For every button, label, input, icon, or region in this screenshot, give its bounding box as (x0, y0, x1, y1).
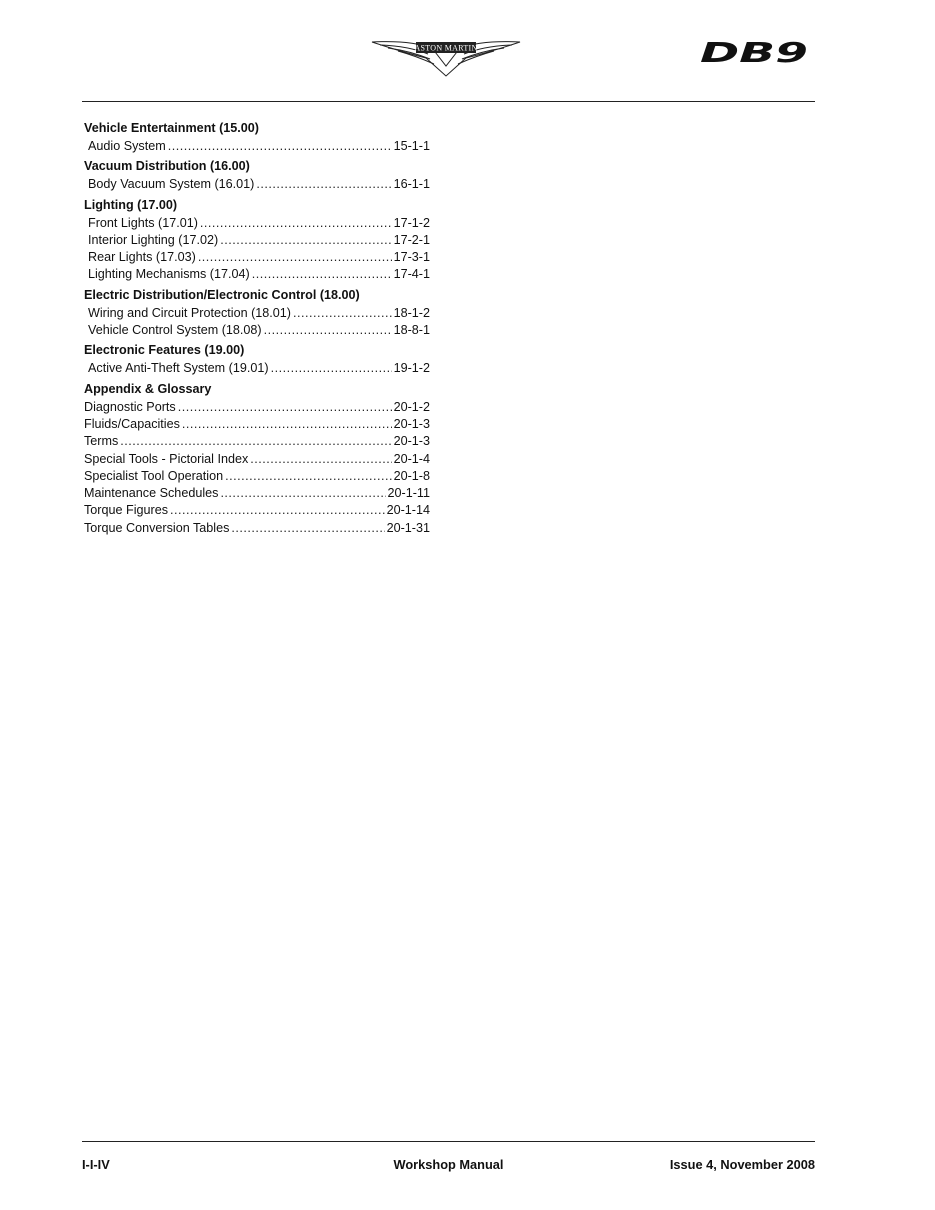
dot-leader (120, 433, 391, 450)
logo-text: ASTON MARTIN (414, 43, 478, 53)
dot-leader (252, 266, 392, 283)
footer-manual-title: Workshop Manual (393, 1157, 504, 1172)
dot-leader (293, 305, 392, 322)
toc-entry-label: Special Tools - Pictorial Index (84, 451, 249, 466)
table-of-contents (84, 117, 430, 537)
toc-entry[interactable] (84, 502, 430, 519)
footer-issue: Issue 4, November 2008 (669, 1157, 815, 1172)
aston-martin-wings-logo (370, 36, 522, 80)
footer-page-id: I-I-IV (82, 1157, 110, 1172)
toc-entry-label: Front Lights (17.01) (88, 215, 198, 230)
toc-entry-label: Interior Lighting (17.02) (88, 232, 219, 247)
dot-leader (200, 215, 392, 232)
toc-entry-list (84, 138, 430, 155)
toc-entry[interactable] (84, 520, 430, 537)
toc-entry-label: Fluids/Capacities (84, 416, 180, 431)
toc-entry-list (84, 305, 430, 340)
toc-entry-page: 18-1-2 (393, 305, 430, 320)
dot-leader (264, 322, 392, 339)
toc-entry-page: 17-4-1 (393, 267, 430, 282)
header-rule (82, 101, 815, 102)
toc-section-title: Electronic Features (19.00) (84, 343, 245, 358)
toc-entry[interactable] (84, 485, 430, 502)
toc-entry[interactable] (84, 416, 430, 433)
footer-rule (82, 1141, 815, 1142)
dot-leader (168, 138, 392, 155)
toc-entry-page: 20-1-2 (393, 399, 430, 414)
toc-entry-page: 20-1-14 (386, 503, 430, 518)
toc-section (84, 195, 430, 284)
toc-entry-label: Torque Figures (84, 503, 168, 518)
toc-entry-label: Specialist Tool Operation (84, 468, 224, 483)
db9-model-mark (700, 32, 820, 76)
dot-leader (231, 520, 384, 537)
toc-entry[interactable] (88, 215, 430, 232)
toc-section-title: Electric Distribution/Electronic Control (18.00) (84, 287, 360, 302)
toc-entry-page: 19-1-2 (393, 361, 430, 376)
dot-leader (220, 485, 385, 502)
toc-entry-page: 18-8-1 (393, 323, 430, 338)
toc-entry[interactable] (88, 360, 430, 377)
toc-entry[interactable] (88, 266, 430, 283)
toc-section (84, 118, 430, 155)
toc-entry-label: Diagnostic Ports (84, 399, 176, 414)
toc-entry[interactable] (84, 451, 430, 468)
toc-entry-page: 20-1-31 (386, 520, 430, 535)
toc-section-title: Vehicle Entertainment (15.00) (84, 121, 259, 135)
toc-entry-label: Rear Lights (17.03) (88, 250, 196, 265)
toc-section-title: Lighting (17.00) (84, 197, 178, 212)
toc-entry[interactable] (88, 232, 430, 249)
toc-entry-list (84, 360, 430, 377)
toc-entry-label: Terms (84, 434, 119, 449)
toc-section-title: Vacuum Distribution (16.00) (84, 159, 250, 174)
page-footer (82, 1157, 815, 1175)
toc-entry-list (84, 176, 430, 193)
toc-entry-label: Wiring and Circuit Protection (18.01) (88, 305, 291, 320)
toc-entry-label: Vehicle Control System (18.08) (88, 323, 262, 338)
dot-leader (271, 360, 392, 377)
toc-entry[interactable] (88, 249, 430, 266)
toc-entry-page: 16-1-1 (393, 177, 430, 192)
toc-entry-list (84, 399, 430, 537)
dot-leader (198, 249, 392, 266)
toc-entry-page: 20-1-11 (387, 486, 430, 501)
toc-entry[interactable] (84, 433, 430, 450)
toc-entry-page: 17-1-2 (393, 215, 430, 230)
toc-entry-label: Active Anti-Theft System (19.01) (88, 361, 269, 376)
toc-entry-page: 20-1-4 (393, 451, 430, 466)
toc-entry-page: 20-1-8 (393, 468, 430, 483)
toc-entry-list (84, 215, 430, 284)
toc-section (84, 340, 430, 377)
toc-entry-page: 17-2-1 (393, 232, 430, 247)
model-mark-text: DB9 (700, 36, 808, 69)
dot-leader (170, 502, 385, 519)
dot-leader (250, 451, 391, 468)
toc-entry[interactable] (84, 468, 430, 485)
toc-entry[interactable] (88, 138, 430, 155)
toc-entry[interactable] (88, 176, 430, 193)
toc-entry-page: 20-1-3 (393, 416, 430, 431)
toc-entry-label: Audio System (88, 139, 166, 153)
toc-section (84, 285, 430, 340)
dot-leader (225, 468, 392, 485)
dot-leader (182, 416, 392, 433)
toc-entry[interactable] (84, 399, 430, 416)
toc-section (84, 156, 430, 193)
toc-section (84, 379, 430, 537)
toc-entry-label: Maintenance Schedules (84, 486, 219, 501)
dot-leader (178, 399, 392, 416)
toc-entry-page: 20-1-3 (393, 434, 430, 449)
toc-entry-label: Lighting Mechanisms (17.04) (88, 267, 250, 282)
toc-entry[interactable] (88, 305, 430, 322)
toc-section-title: Appendix & Glossary (84, 381, 212, 396)
toc-entry-label: Torque Conversion Tables (84, 520, 230, 535)
toc-entry-page: 17-3-1 (393, 250, 430, 265)
toc-entry-label: Body Vacuum System (16.01) (88, 177, 255, 192)
dot-leader (256, 176, 391, 193)
toc-entry-page: 15-1-1 (393, 139, 430, 153)
dot-leader (220, 232, 391, 249)
toc-entry[interactable] (88, 322, 430, 339)
